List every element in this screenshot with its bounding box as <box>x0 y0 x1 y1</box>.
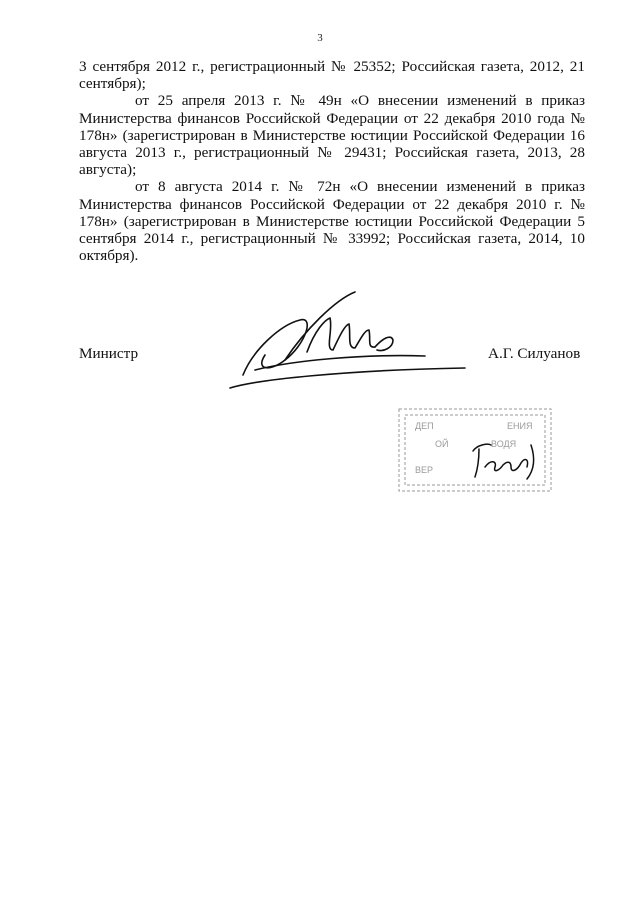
signer-title: Министр <box>79 345 139 362</box>
svg-text:ВЕР: ВЕР <box>415 465 434 475</box>
svg-text:ВОДЯ: ВОДЯ <box>491 439 517 449</box>
paragraph-3: от 8 августа 2014 г. № 72н «О внесении изменений в приказ Министерства финансов Российской Федерации от 22 декабря 2010 г. № 178н» (зарегистрирован в Министерстве юстиции Российской Федерации 5 сентября 2014 г., регистрационный № 33992; Российская газета, 2014, 10 октября). <box>79 178 585 265</box>
paragraph-2: от 25 апреля 2013 г. № 49н «О внесении изменений в приказ Министерства финансов Российской Федерации от 22 декабря 2010 года № 178н» (зарегистрирован в Министерстве юстиции Российской Федерации 16 августа 2013 г., регистрационный № 29431; Российская газета, 2013, 28 августа); <box>79 92 585 179</box>
page-number: 3 <box>317 32 323 44</box>
handwritten-signature <box>225 290 470 400</box>
approval-stamp <box>395 405 555 495</box>
paragraph-1: 3 сентября 2012 г., регистрационный № 25352; Российская газета, 2012, 21 сентября); <box>79 58 585 93</box>
svg-text:ОЙ: ОЙ <box>435 439 449 449</box>
svg-text:ЕНИЯ: ЕНИЯ <box>507 421 533 431</box>
svg-text:ДЕП: ДЕП <box>415 421 434 431</box>
body-text <box>79 58 585 264</box>
signer-name: А.Г. Силуанов <box>488 345 581 362</box>
